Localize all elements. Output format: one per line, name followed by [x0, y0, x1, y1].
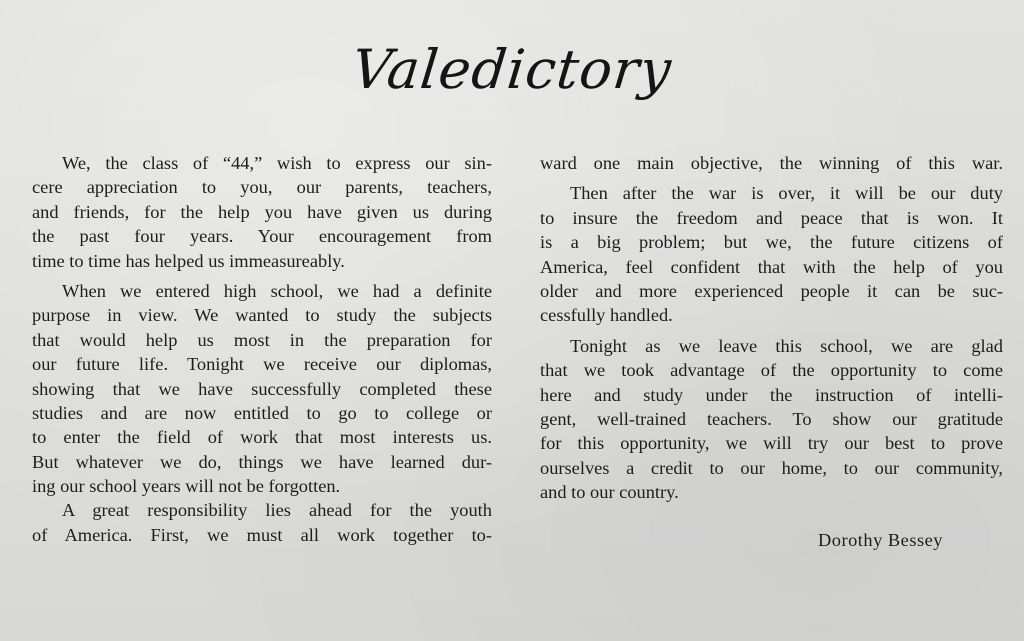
text-line: our future life. Tonight we receive our diplomas,: [32, 354, 492, 375]
text-line: of America. First, we must all work together to-: [32, 524, 492, 545]
text-line: older and more experienced people it can be suc-: [540, 280, 1003, 301]
text-line: cere appreciation to you, our parents, teachers,: [32, 177, 492, 198]
text-line: for this opportunity, we will try our best to prove: [540, 433, 1003, 454]
text-line: showing that we have successfully completed these: [32, 378, 492, 399]
text-line: is a big problem; but we, the future citizens of: [540, 232, 1003, 253]
text-line: We, the class of “44,” wish to express our sin-: [62, 153, 492, 173]
text-line: ourselves a credit to our home, to our community,: [540, 457, 1003, 478]
page-title: Valedictory: [349, 38, 675, 101]
text-line: and to our country.: [540, 482, 679, 503]
text-line: time to time has helped us immeasureably.: [32, 250, 345, 271]
text-line: purpose in view. We wanted to study the subjects: [32, 305, 492, 326]
text-line: Tonight as we leave this school, we are glad: [570, 335, 1003, 356]
text-line: that we took advantage of the opportunity to come: [540, 360, 1003, 381]
text-line: and friends, for the help you have given us during: [32, 201, 492, 222]
text-line: ward one main objective, the winning of this war.: [540, 153, 1003, 173]
text-line: When we entered high school, we had a definite: [62, 280, 492, 301]
paragraph-2: [32, 279, 492, 499]
author-signature: Dorothy Bessey: [818, 530, 943, 550]
text-line: to insure the freedom and peace that is won. It: [540, 207, 1003, 228]
text-line: the past four years. Your encouragement from: [32, 226, 492, 247]
text-line: A great responsibility lies ahead for the youth: [62, 500, 492, 521]
left-column: [32, 151, 492, 547]
text-line: gent, well-trained teachers. To show our gratitude: [540, 408, 1003, 429]
text-line: But whatever we do, things we have learned dur-: [32, 451, 492, 472]
text-line: cessfully handled.: [540, 305, 673, 326]
text-line: America, feel confident that with the help of you: [540, 256, 1003, 277]
right-column: [540, 151, 1003, 504]
paragraph-4: [540, 181, 1003, 327]
paragraph-1: [32, 151, 492, 273]
paragraph-3-continued: [540, 151, 1003, 175]
text-line: to enter the field of work that most interests us.: [32, 427, 492, 448]
paragraph-3: [32, 498, 492, 547]
text-line: studies and are now entitled to go to college or: [32, 402, 492, 423]
text-line: here and study under the instruction of intelli-: [540, 384, 1003, 405]
paragraph-5: [540, 334, 1003, 505]
text-line: that would help us most in the preparation for: [32, 329, 492, 350]
text-line: ing our school years will not be forgotten.: [32, 476, 341, 497]
text-line: Then after the war is over, it will be our duty: [570, 183, 1003, 204]
